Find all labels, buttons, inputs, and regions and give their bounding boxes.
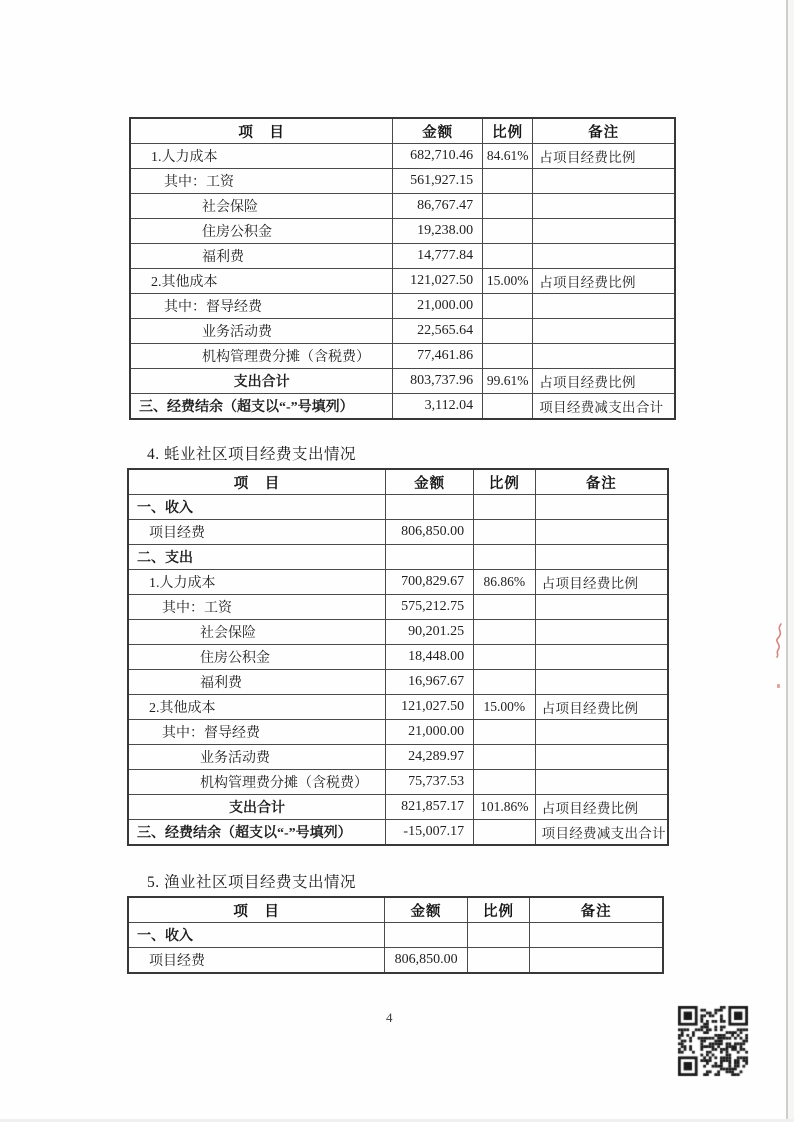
page-number: 4 [386,1010,393,1025]
section-heading-fishery-community: 5. 渔业社区项目经费支出情况 [147,874,357,891]
cell-note: 占项目经费比例 [535,695,668,720]
table-row [128,948,663,974]
cell-ratio: 101.86% [474,795,536,820]
table-row [130,294,675,319]
cell-amount: 77,461.86 [393,344,483,369]
table-row [128,495,668,520]
cell-note: 占项目经费比例 [533,269,675,294]
table-row [128,923,663,948]
cell-amount: 18,448.00 [386,645,474,670]
cell-note [533,294,675,319]
cell-note: 占项目经费比例 [533,369,675,394]
table-row [128,670,668,695]
table-row [130,244,675,269]
cell-ratio [474,620,536,645]
cell-note [530,948,663,974]
cell-note [535,595,668,620]
cell-item-label: 福利费 [130,244,393,269]
cell-item-label: 社会保险 [128,620,386,645]
cell-note: 项目经费减支出合计 [533,394,675,420]
cell-amount: 86,767.47 [393,194,483,219]
cell-note: 占项目经费比例 [535,570,668,595]
cell-amount: -15,007.17 [386,820,474,846]
cell-item-label: 2.其他成本 [130,269,393,294]
cell-note [533,244,675,269]
red-pen-mark [772,622,786,658]
cell-ratio [474,645,536,670]
cell-note [535,670,668,695]
cell-amount: 90,201.25 [386,620,474,645]
cell-amount: 561,927.15 [393,169,483,194]
cell-amount: 121,027.50 [386,695,474,720]
cell-note: 占项目经费比例 [533,144,675,169]
cell-item-label: 一、收入 [128,923,385,948]
table-row [130,344,675,369]
cell-amount [386,495,474,520]
cell-item-label: 其中：工资 [130,169,393,194]
cell-item-label: 业务活动费 [128,745,386,770]
column-header: 备注 [533,118,675,144]
cell-amount: 22,565.64 [393,319,483,344]
cell-ratio [483,219,533,244]
column-header: 项 目 [128,897,385,923]
cell-amount: 24,289.97 [386,745,474,770]
table-row [128,620,668,645]
cell-amount: 75,737.53 [386,770,474,795]
column-header: 比例 [483,118,533,144]
cell-ratio [474,520,536,545]
cell-amount: 3,112.04 [393,394,483,420]
cell-note [530,923,663,948]
cell-amount: 682,710.46 [393,144,483,169]
cell-item-label: 住房公积金 [128,645,386,670]
cell-item-label: 住房公积金 [130,219,393,244]
cell-amount: 821,857.17 [386,795,474,820]
column-header: 金额 [393,118,483,144]
section-heading-oyster-community: 4. 蚝业社区项目经费支出情况 [147,446,357,463]
cell-ratio: 15.00% [474,695,536,720]
table-row [130,394,675,420]
column-header: 项 目 [130,118,393,144]
cell-amount: 21,000.00 [386,720,474,745]
cell-ratio [474,745,536,770]
table-row [128,795,668,820]
cell-item-label: 其中：督导经费 [130,294,393,319]
cell-ratio [474,670,536,695]
table-row [130,169,675,194]
cell-amount: 19,238.00 [393,219,483,244]
cell-note [533,194,675,219]
table-row [128,770,668,795]
column-header: 项 目 [128,469,386,495]
column-header: 备注 [535,469,668,495]
cell-amount: 806,850.00 [386,520,474,545]
cell-ratio: 84.61% [483,144,533,169]
table-row [128,720,668,745]
cell-ratio: 15.00% [483,269,533,294]
table-row [130,144,675,169]
red-dot-mark [777,684,780,688]
cell-item-label: 1.人力成本 [130,144,393,169]
cell-item-label: 支出合计 [130,369,393,394]
cell-item-label: 三、经费结余（超支以“-”号填列） [128,820,386,846]
cell-note: 项目经费减支出合计 [535,820,668,846]
header-row [130,118,675,144]
cell-item-label: 1.人力成本 [128,570,386,595]
cell-amount: 14,777.84 [393,244,483,269]
cell-item-label: 机构管理费分摊（含税费） [130,344,393,369]
expense-table [127,896,664,974]
cell-note: 占项目经费比例 [535,795,668,820]
cell-item-label: 福利费 [128,670,386,695]
cell-amount: 121,027.50 [393,269,483,294]
table-row [128,545,668,570]
cell-item-label: 支出合计 [128,795,386,820]
table-row [128,520,668,545]
cell-amount: 16,967.67 [386,670,474,695]
table-row [130,219,675,244]
cell-item-label: 其中：督导经费 [128,720,386,745]
cell-ratio [467,923,530,948]
cell-amount: 700,829.67 [386,570,474,595]
header-row [128,469,668,495]
cell-ratio [483,344,533,369]
cell-ratio: 86.86% [474,570,536,595]
cell-note [533,319,675,344]
table-row [128,645,668,670]
cell-ratio [483,319,533,344]
cell-item-label: 社会保险 [130,194,393,219]
column-header: 比例 [474,469,536,495]
cell-ratio [483,294,533,319]
expense-table [127,468,669,846]
cell-item-label: 2.其他成本 [128,695,386,720]
cell-note [535,645,668,670]
cell-note [533,344,675,369]
cell-ratio [483,394,533,420]
table-row [130,319,675,344]
cell-ratio [474,770,536,795]
cell-amount: 21,000.00 [393,294,483,319]
cell-item-label: 项目经费 [128,520,386,545]
table-row [130,269,675,294]
cell-ratio [474,820,536,846]
cell-amount [385,923,467,948]
cell-amount: 806,850.00 [385,948,467,974]
cell-note [535,745,668,770]
cell-item-label: 三、经费结余（超支以“-”号填列） [130,394,393,420]
cell-note [535,720,668,745]
cell-item-label: 项目经费 [128,948,385,974]
cell-item-label: 机构管理费分摊（含税费） [128,770,386,795]
table-row [128,595,668,620]
column-header: 金额 [385,897,467,923]
header-row [128,897,663,923]
cell-note [535,620,668,645]
cell-ratio [474,720,536,745]
cell-ratio [483,169,533,194]
table-row [130,369,675,394]
cell-note [533,219,675,244]
cell-ratio: 99.61% [483,369,533,394]
table-row [128,570,668,595]
cell-ratio [467,948,530,974]
cell-note [535,520,668,545]
expense-table [129,117,676,420]
cell-ratio [474,495,536,520]
cell-item-label: 一、收入 [128,495,386,520]
table-row [128,820,668,846]
qr-code-icon [676,1004,750,1078]
cell-amount: 575,212.75 [386,595,474,620]
table-row [128,745,668,770]
cell-amount: 803,737.96 [393,369,483,394]
table-row [128,695,668,720]
cell-item-label: 业务活动费 [130,319,393,344]
cell-note [535,545,668,570]
cell-amount [386,545,474,570]
column-header: 比例 [467,897,530,923]
expense-table-section-5 [127,896,664,974]
cell-ratio [483,194,533,219]
cell-item-label: 其中：工资 [128,595,386,620]
cell-note [535,770,668,795]
cell-note [535,495,668,520]
cell-ratio [474,595,536,620]
column-header: 金额 [386,469,474,495]
expense-table-section-4 [127,468,669,846]
page-edge-margin [788,0,794,1122]
cell-item-label: 二、支出 [128,545,386,570]
cell-ratio [474,545,536,570]
cell-ratio [483,244,533,269]
cell-note [533,169,675,194]
column-header: 备注 [530,897,663,923]
expense-table-section-3 [129,117,676,420]
table-row [130,194,675,219]
